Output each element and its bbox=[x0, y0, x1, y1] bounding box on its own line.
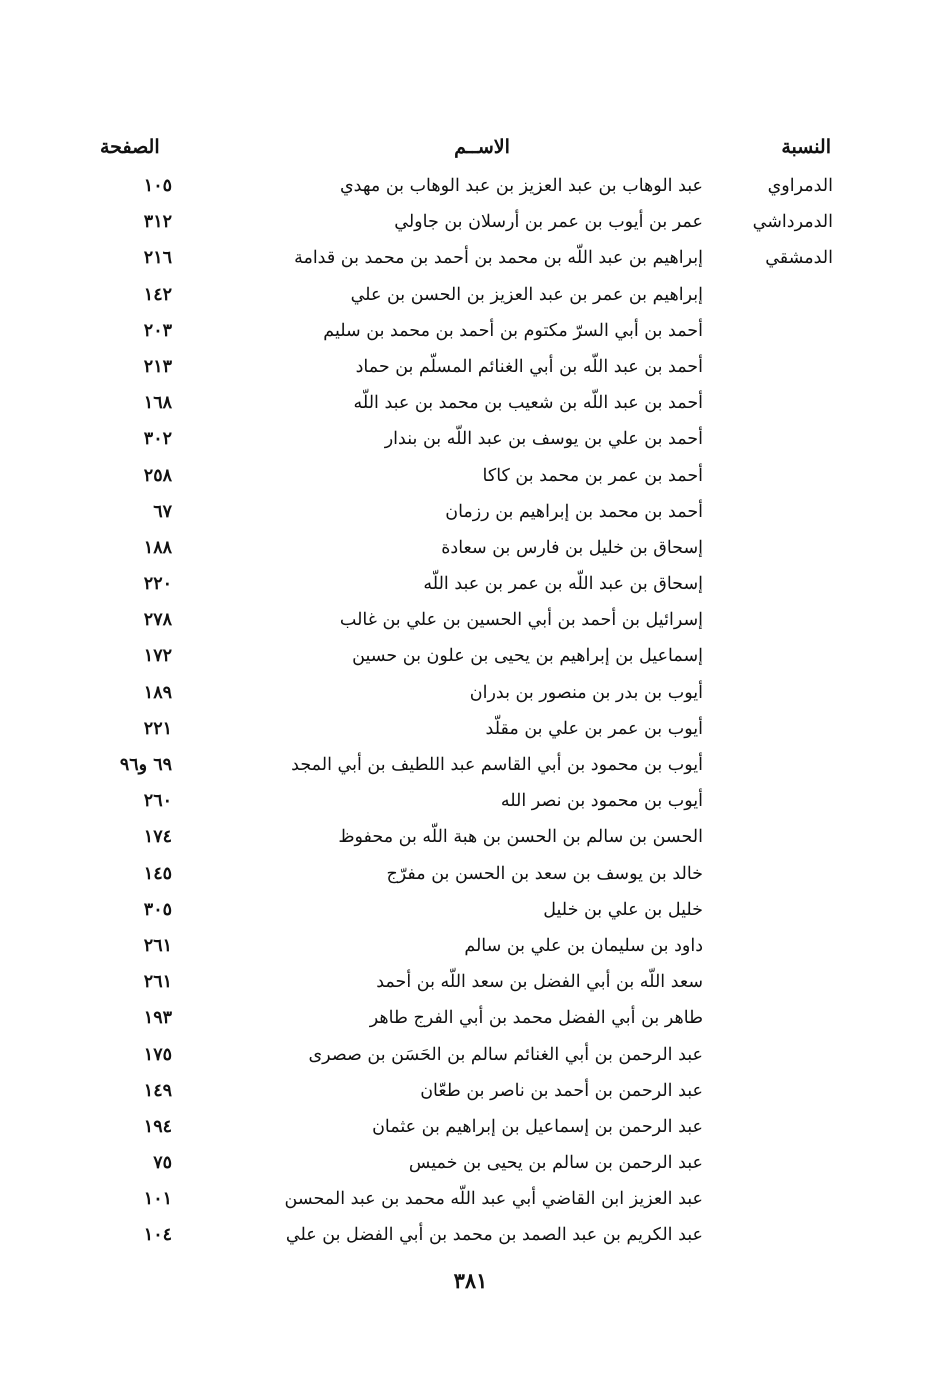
nisba-cell: الدمشقي bbox=[765, 248, 833, 269]
name-cell: طاهر بن أبي الفضل محمد بن أبي الفرج طاهر bbox=[369, 1008, 703, 1029]
table-row bbox=[0, 1040, 941, 1076]
name-cell: أحمد بن عبد اللّه بن أبي الغنائم المسلّم بن حماد bbox=[355, 356, 703, 377]
name-cell: الحسن بن سالم بن الحسن بن هبة اللّه بن محفوظ bbox=[338, 827, 703, 848]
page-number: ٣٨١ bbox=[453, 1268, 488, 1293]
page-cell: ٣٠٢ bbox=[143, 429, 172, 450]
page-cell: ١٦٨ bbox=[143, 393, 172, 414]
name-cell: أيوب بن محمود بن نصر الله bbox=[500, 791, 703, 812]
page-cell: ٧٥ bbox=[153, 1153, 172, 1174]
index-table bbox=[0, 171, 941, 1257]
name-cell: إسحاق بن عبد اللّه بن عمر بن عبد اللّه bbox=[423, 574, 703, 595]
name-cell: عمر بن أيوب بن عمر بن أرسلان بن جاولي bbox=[394, 212, 703, 233]
page-cell: ٢٦٠ bbox=[143, 791, 172, 812]
table-row bbox=[0, 1148, 941, 1184]
name-cell: أحمد بن محمد بن إبراهيم بن رزمان bbox=[445, 501, 703, 522]
page-cell: ١٤٩ bbox=[143, 1080, 172, 1101]
page-cell: ١٧٤ bbox=[143, 827, 172, 848]
page-cell: ١٤٥ bbox=[143, 863, 172, 884]
table-row bbox=[0, 424, 941, 460]
table-row bbox=[0, 316, 941, 352]
name-cell: أيوب بن عمر بن علي بن مقلّد bbox=[485, 718, 703, 739]
table-row bbox=[0, 1003, 941, 1039]
name-cell: أيوب بن محمود بن أبي القاسم عبد اللطيف بن أبي المجد bbox=[291, 755, 703, 775]
page-cell: ٢٢١ bbox=[143, 718, 172, 739]
name-cell: سعد اللّه بن أبي الفضل بن سعد اللّه بن أحمد bbox=[376, 972, 703, 993]
page-footer bbox=[0, 1268, 941, 1293]
name-cell: عبد الوهاب بن عبد العزيز بن عبد الوهاب بن مهدي bbox=[339, 176, 703, 196]
page-cell: ٣٠٥ bbox=[143, 899, 172, 920]
nisba-cell: الدمراوي bbox=[767, 176, 833, 196]
name-cell: إبراهيم بن عبد اللّه بن محمد بن أحمد بن محمد بن قدامة bbox=[294, 248, 703, 269]
page-cell: ١٧٥ bbox=[143, 1044, 172, 1065]
table-row bbox=[0, 931, 941, 967]
table-row bbox=[0, 967, 941, 1003]
name-column-header: الاســم bbox=[454, 136, 510, 158]
table-row bbox=[0, 352, 941, 388]
name-cell: عبد الرحمن بن سالم بن يحيى بن خميس bbox=[408, 1153, 703, 1174]
table-row bbox=[0, 714, 941, 750]
page-cell: ٢٥٨ bbox=[143, 465, 172, 486]
table-row bbox=[0, 1112, 941, 1148]
page-cell: ١٧٢ bbox=[143, 646, 172, 667]
name-cell: عبد العزيز ابن القاضي أبي عبد اللّه محمد بن عبد المحسن bbox=[284, 1189, 703, 1210]
table-row bbox=[0, 822, 941, 858]
page-cell: ١٠١ bbox=[143, 1189, 172, 1210]
table-row bbox=[0, 207, 941, 243]
table-row bbox=[0, 605, 941, 641]
page-cell: ١٩٤ bbox=[143, 1116, 172, 1137]
name-cell: أحمد بن عمر بن محمد بن كاكا bbox=[482, 465, 703, 486]
name-cell: عبد الرحمن بن أحمد بن ناصر بن طعّان bbox=[420, 1080, 703, 1101]
table-row bbox=[0, 678, 941, 714]
page-cell: ٦٩ و٩٦ bbox=[119, 755, 172, 775]
page-cell: ٢٦١ bbox=[143, 972, 172, 993]
page-cell: ٢١٦ bbox=[143, 248, 172, 269]
name-cell: أحمد بن عبد اللّه بن شعيب بن محمد بن عبد اللّه bbox=[353, 393, 703, 414]
name-cell: عبد الرحمن بن إسماعيل بن إبراهيم بن عثمان bbox=[372, 1116, 703, 1137]
table-row bbox=[0, 786, 941, 822]
name-cell: خليل بن علي بن خليل bbox=[543, 899, 703, 920]
nisba-column-header: النسبة bbox=[781, 136, 831, 158]
table-row bbox=[0, 497, 941, 533]
name-cell: إسرائيل بن أحمد بن أبي الحسين بن علي بن غالب bbox=[339, 610, 703, 631]
table-row bbox=[0, 859, 941, 895]
table-row bbox=[0, 1184, 941, 1220]
page-cell: ٦٧ bbox=[153, 501, 172, 522]
table-row bbox=[0, 895, 941, 931]
table-row bbox=[0, 280, 941, 316]
name-cell: أحمد بن أبي السرّ مكتوم بن أحمد بن محمد بن سليم bbox=[323, 320, 703, 341]
page-cell: ١٠٤ bbox=[143, 1225, 172, 1246]
table-row bbox=[0, 461, 941, 497]
table-row bbox=[0, 569, 941, 605]
page-cell: ٢٧٨ bbox=[143, 610, 172, 631]
page-cell: ٣١٢ bbox=[143, 212, 172, 233]
page-cell: ١٨٨ bbox=[143, 537, 172, 558]
name-cell: إسحاق بن خليل بن فارس بن سعادة bbox=[441, 537, 703, 558]
table-row bbox=[0, 243, 941, 279]
page-column-header: الصفحة bbox=[100, 136, 160, 158]
name-cell: عبد الكريم بن عبد الصمد بن محمد بن أبي الفضل بن علي bbox=[285, 1225, 703, 1246]
table-row bbox=[0, 388, 941, 424]
page-cell: ١٨٩ bbox=[143, 682, 172, 703]
page-cell: ٢٦١ bbox=[143, 935, 172, 956]
nisba-cell: الدمرداشي bbox=[752, 212, 833, 233]
table-header bbox=[0, 136, 941, 166]
table-row bbox=[0, 641, 941, 677]
name-cell: إبراهيم بن عمر بن عبد العزيز بن الحسن بن علي bbox=[350, 284, 703, 305]
name-cell: أيوب بن بدر بن منصور بن بدران bbox=[469, 682, 703, 703]
name-cell: داود بن سليمان بن علي بن سالم bbox=[464, 935, 703, 956]
page-cell: ٢٠٣ bbox=[143, 320, 172, 341]
page-cell: ٢١٣ bbox=[143, 356, 172, 377]
page-cell: ١٩٣ bbox=[143, 1008, 172, 1029]
name-cell: عبد الرحمن بن أبي الغنائم سالم بن الحَسَن بن صصرى bbox=[308, 1044, 703, 1065]
name-cell: خالد بن يوسف بن سعد بن الحسن بن مفرّج bbox=[386, 863, 703, 884]
table-row bbox=[0, 750, 941, 786]
table-row bbox=[0, 1076, 941, 1112]
table-row bbox=[0, 1220, 941, 1256]
table-row bbox=[0, 533, 941, 569]
name-cell: أحمد بن علي بن يوسف بن عبد اللّه بن بندار bbox=[384, 429, 703, 450]
name-cell: إسماعيل بن إبراهيم بن يحيى بن علون بن حسين bbox=[352, 646, 703, 667]
table-row bbox=[0, 171, 941, 207]
page-cell: ١٠٥ bbox=[143, 176, 172, 196]
page-cell: ٢٢٠ bbox=[143, 574, 172, 595]
page-cell: ١٤٢ bbox=[143, 284, 172, 305]
